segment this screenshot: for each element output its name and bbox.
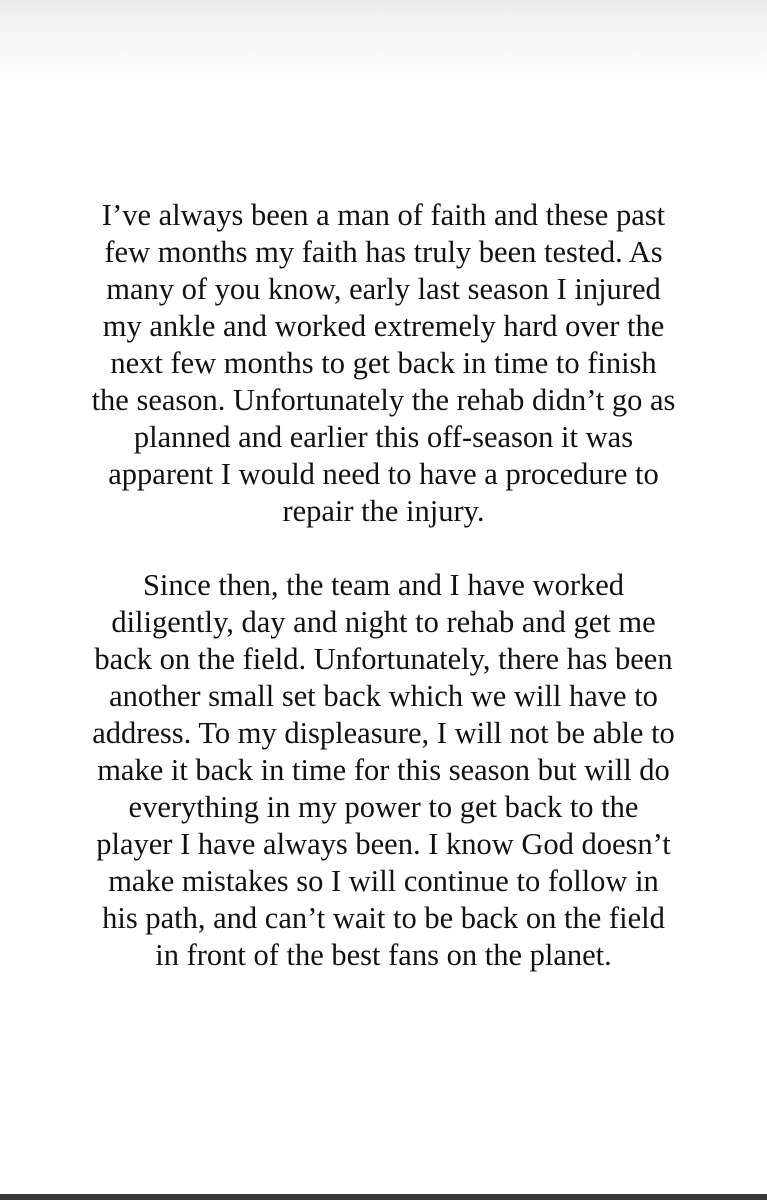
text-line: Since then, the team and I have worked bbox=[142, 568, 625, 602]
text-line: the season. Unfortunately the rehab didn’t go as bbox=[91, 383, 676, 417]
text-line: many of you know, early last season I injured bbox=[106, 272, 661, 306]
text-line: player I have always been. I know God doesn’t bbox=[96, 827, 671, 861]
top-status-shade bbox=[0, 0, 767, 90]
text-line: make it back in time for this season but will do bbox=[97, 753, 670, 787]
statement-text bbox=[20, 197, 747, 974]
paragraph-1 bbox=[20, 197, 747, 530]
text-line: next few months to get back in time to finish bbox=[110, 346, 657, 380]
text-line: diligently, day and night to rehab and get me bbox=[111, 605, 656, 639]
paragraph-2 bbox=[20, 567, 747, 974]
text-line: few months my faith has truly been tested. As bbox=[104, 235, 663, 269]
text-line: everything in my power to get back to the bbox=[128, 790, 639, 824]
text-line: repair the injury. bbox=[282, 494, 485, 528]
text-line: my ankle and worked extremely hard over the bbox=[102, 309, 665, 343]
text-line: make mistakes so I will continue to follow in bbox=[108, 864, 659, 898]
text-line: back on the field. Unfortunately, there has been bbox=[94, 642, 673, 676]
text-line: another small set back which we will have to bbox=[109, 679, 658, 713]
text-line: I’ve always been a man of faith and these past bbox=[101, 198, 666, 232]
text-line: in front of the best fans on the planet. bbox=[155, 938, 612, 972]
text-line: address. To my displeasure, I will not be able to bbox=[92, 716, 675, 750]
text-line: apparent I would need to have a procedure to bbox=[108, 457, 659, 491]
text-line: planned and earlier this off-season it was bbox=[133, 420, 634, 454]
text-line: his path, and can’t wait to be back on the field bbox=[102, 901, 665, 935]
bottom-edge-bar bbox=[0, 1194, 767, 1200]
paragraph-gap bbox=[20, 530, 747, 567]
